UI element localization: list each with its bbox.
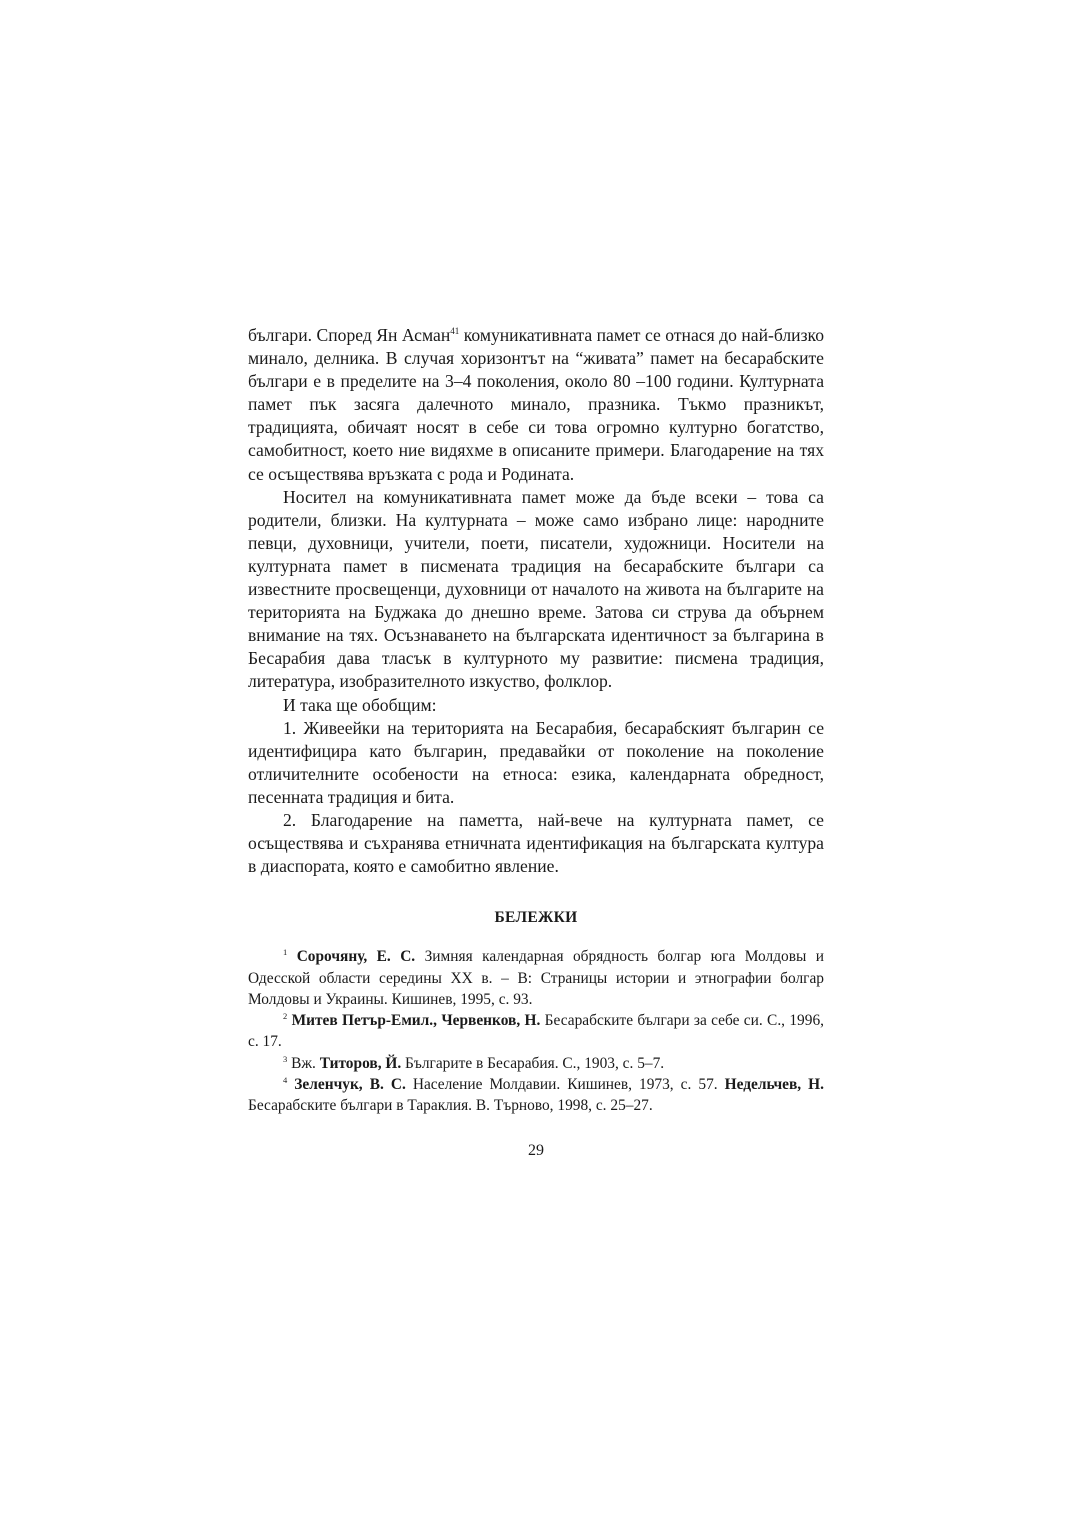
note-4-number: 4 (283, 1074, 288, 1085)
paragraph-1-start: българи. Според Ян Асман (248, 325, 451, 345)
body-text (248, 324, 824, 878)
footnote-ref-41: 41 (450, 326, 460, 337)
note-4 (248, 1074, 824, 1117)
paragraph-2: Носител на комуникативната памет може да бъде всеки – това са родители, близки. На културната – може само избрано лице: народните певци, духовници, учители, поети, писатели, художници. Носители на културната памет в писмената традиция на бесарабските българи са известните просвещенци, духовници от началото на живота на българите на територията на Буджака до днешно време. Затова си струва да обърнем внимание на тях. Осъзнаването на българската идентичност за българина в Бесарабия дава тласък в културното му развитие: писмена традиция, литература, изобразителното изкуство, фолклор. (248, 486, 824, 692)
note-1 (248, 946, 824, 1010)
note-2-number: 2 (283, 1011, 288, 1022)
note-4-text: Население Молдавии. Кишинев, 1973, с. 57. (405, 1076, 725, 1094)
note-4-author: Зеленчук, В. С. (294, 1076, 406, 1094)
note-3 (248, 1053, 824, 1074)
note-3-author: Титоров, Й. (319, 1054, 402, 1072)
notes-list (248, 946, 824, 1116)
note-1-number: 1 (283, 947, 288, 958)
note-1-author: Сорочяну, Е. С. (296, 948, 416, 966)
note-2 (248, 1010, 824, 1053)
page-number: 29 (528, 1141, 544, 1159)
note-2-author: Митев Петър-Емил., Червенков, Н. (291, 1012, 541, 1030)
paragraph-4: 1. Живеейки на територията на Бесарабия, бесарабският българин се идентифицира като българин, предавайки от поколение на поколение отличителните особености на етноса: езика, календарната обредност, песенната традиция и бита. (248, 717, 824, 807)
paragraph-5: 2. Благодарение на паметта, най-вече на културната памет, се осъществява и съхранява етничната идентификация на българската култура в диаспората, която е самобитно явление. (248, 809, 824, 877)
note-2-text: Бесарабските българи за себе си. С., 1996, с. 17. (248, 1012, 824, 1051)
notes-heading: БЕЛЕЖКИ (494, 909, 578, 927)
note-1-text: Зимняя календарная обрядность болгар юга Молдовы и Одесской области середины XX в. – В: Страницы истории и этнографии болгар Молдовы и Украины. Кишинев, 1995, с. 93. (248, 948, 825, 1008)
paragraph-1 (248, 324, 824, 486)
note-4-author-2: Недельчев, Н. (724, 1076, 824, 1094)
note-4-text-2: Бесарабските българи в Тараклия. В. Търново, 1998, с. 25–27. (248, 1097, 653, 1115)
paragraph-3: И така ще обобщим: (283, 694, 437, 715)
note-3-text: Българите в Бесарабия. С., 1903, с. 5–7. (401, 1054, 665, 1072)
page-body (248, 324, 824, 1161)
note-3-number: 3 (283, 1053, 288, 1064)
paragraph-1-rest: комуникативната памет се отнася до най-близко минало, делника. В случая хоризонтът на “живата” памет на бесарабските българи е в пределите на 3–4 поколения, около 80 –100 години. Културната памет пък засяга далечното минало, празника. Тъкмо празникът, традицията, обичаят носят в себе си това огромно културно богатство, самобитност, което ние видяхме в описаните примери. Благодарение на тях се осъществява връзката с рода и Родината. (248, 325, 824, 484)
note-3-prefix: Вж. (287, 1054, 320, 1072)
